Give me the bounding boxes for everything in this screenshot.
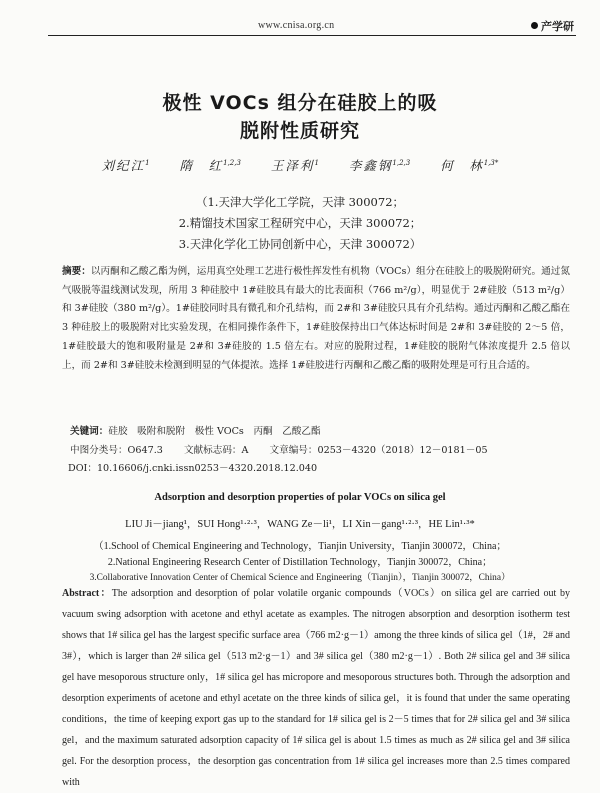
affiliation-cn-1: （1.天津大学化工学院，天津 300072； — [195, 195, 405, 209]
title-line-1: 极性 VOCs 组分在硅胶上的吸 — [162, 92, 438, 114]
bullet-icon — [531, 22, 538, 29]
section-text: 产学研 — [541, 20, 574, 33]
english-title: Adsorption and desorption properties of polar VOCs on silica gel — [154, 492, 446, 503]
doi: DOI：10.16606/j.cnki.issn0253－4320.2018.12.040 — [68, 463, 318, 474]
english-affiliation-3: 3.Collaborative Innovation Center of Chemical Science and Engineering（Tianjin），Tianjin 300072，China） — [89, 573, 511, 583]
english-authors: LIU Ji－jiang¹，SUI Hong¹·²·³，WANG Ze－li¹，LI Xin－gang¹·²·³，HE Lin¹·³* — [125, 519, 475, 530]
title-line-2: 脱附性质研究 — [239, 120, 360, 142]
clc-number: 中图分类号：O647.3 — [70, 445, 163, 456]
authors-cn — [0, 156, 600, 174]
journal-url: www.cnisa.org.cn — [258, 20, 335, 31]
affiliation-cn-3: 3.天津化学化工协同创新中心，天津 300072） — [178, 237, 422, 251]
author: 隋 红$^{1,2,3}$ — [179, 158, 241, 173]
author: 何 林$^{1,3*}$ — [440, 158, 499, 173]
english-affiliation-2: 2.National Engineering Research Center of Distillation Technology，Tianjin 300072，China； — [107, 557, 493, 568]
classification-line — [70, 442, 506, 456]
abstract-cn: 摘要：以丙酮和乙酸乙酯为例，运用真空处理工艺进行极性挥发性有机物（VOCs）组分在硅胶上的吸脱附研究。通过氮气吸脱等温线测试发现，所用 3 种硅胶中 1#硅胶具有最大的比表面积（766 m²/g），明显优于 2#硅胶（513 m²/g）和 3#硅胶（380 m²/g）。1#硅胶同时具有微孔和介孔结构，而 2#和 3#硅胶只具有介孔结构。通过丙酮和乙酸乙酯在 3 种硅胶上的吸脱附对比实验发现，在相同操作条件下，1#硅胶保持出口气体达标时间是 2#和 3#硅胶的 2～5 倍，1#硅胶最大的饱和吸附量是 2#和 3#硅胶的 1.5 倍左右。对应的脱附过程，1#硅胶的脱附气体浓度提升 2.5 倍以上，而 2#和 3#硅胶未检测到明显的气体提浓。选择 1#硅胶进行丙酮和乙酸乙酯的吸附处理是可行且合适的。 — [62, 266, 571, 371]
doc-code: 文献标志码：A — [183, 445, 249, 456]
header-rule — [48, 35, 576, 36]
author: 刘纪江$^1$ — [101, 158, 150, 173]
section-label — [531, 18, 574, 34]
english-affiliation-1: （1.School of Chemical Engineering and Technology，Tianjin University，Tianjin 300072，China； — [93, 541, 507, 552]
author: 王泽利$^1$ — [270, 158, 319, 173]
affiliation-cn-2: 2.精馏技术国家工程研究中心，天津 300072； — [178, 216, 422, 230]
abstract-en: Abstract：The adsorption and desorption of polar volatile organic compounds（VOCs）on silica gel are carried out by vacuum swing adsorption with acetone and ethyl acetate as examples. The nitrogen absorption and desorption isotherm test shows that 1# silica gel has the largest specific surface area（766 m2·g－1）among the three kinds of silica gel（1#，2# and 3#），which is larger than 2# silica gel（513 m2·g－1）and 3# silica gel（380 m2·g－1）. Both 2# silica gel and 3# silica gel have mesoporous structure only，1# silica gel has micropore and mesoporous structures both. Through the adsorption and desorption experiments of acetone and ethyl acetate on the three kinds of silica gel，it is found that under the same operating conditions，the time of keeping export gas up to the standard for 1# silica gel is 2－5 times that for 2# silica gel and 3# silica gel，and the maximum saturated adsorption capacity of 1# silica gel is about 1.5 times as much as 2# silica gel and 3# silica gel. For the desorption process，the desorption gas concentration from 1# silica gel increases more than 2.5 times compared with — [62, 588, 570, 788]
article-number: 文章编号：0253－4320（2018）12－0181－05 — [269, 445, 488, 456]
keywords-cn: 关键词：硅胶 吸附和脱附 极性 VOCs 丙酮 乙酸乙酯 — [70, 426, 321, 437]
author: 李鑫钢$^{1,2,3}$ — [348, 158, 411, 173]
